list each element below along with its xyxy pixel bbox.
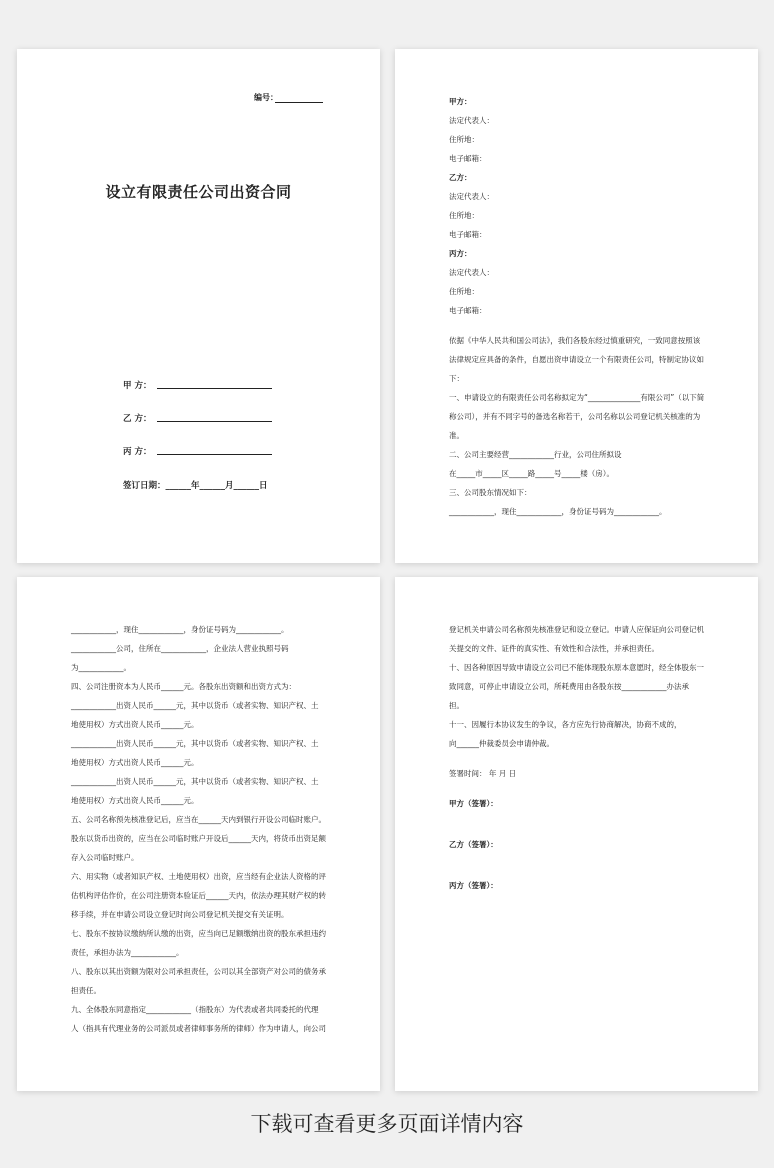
text-line: 二、公司主要经营____________行业，公司住所拟设 [449, 450, 622, 459]
text-line: 一、申请设立的有限责任公司名称拟定为“______________有限公司”（以下简 [449, 393, 705, 402]
text-line: 为____________。 [71, 663, 131, 672]
text-line: 登记机关申请公司名称预先核准登记和设立登记。申请人应保证向公司登记机 [449, 625, 704, 634]
text-line: ____________出资人民币______元，其中以货币（或者实物、知识产权、土 [71, 739, 319, 748]
party-a-heading: 甲方： [449, 97, 472, 106]
download-caption: 下载可查看更多页面详情内容 [250, 1112, 524, 1136]
text-line: 住所地： [449, 135, 479, 144]
text-line: 住所地： [449, 287, 479, 296]
text-line: 八、股东以其出资额为限对公司承担责任，公司以其全部资产对公司的债务承 [71, 967, 326, 976]
text-line: 十、因各种原因导致申请设立公司已不能体现股东原本意愿时，经全体股东一 [449, 663, 704, 672]
party-a-blank [157, 388, 272, 389]
contract-number-blank [275, 102, 323, 103]
text-line: ____________出资人民币______元，其中以货币（或者实物、知识产权、土 [71, 701, 319, 710]
text-line: 准。 [449, 431, 464, 440]
text-line: 五、公司名称预先核准登记后，应当在______天内到银行开设公司临时账户。 [71, 815, 326, 824]
party-b-blank [157, 421, 272, 422]
text-line: 股东以货币出资的，应当在公司临时账户开设后______天内，将货币出资足额 [71, 834, 326, 843]
text-line: ____________公司，住所在____________，企业法人营业执照号码 [71, 644, 289, 653]
text-line: ____________，现住____________，身份证号码为____________。 [71, 625, 289, 634]
text-line: 担责任。 [71, 986, 101, 995]
text-line: 称公司），并有不同字号的备选名称若干，公司名称以公司登记机关核准的为 [449, 412, 701, 421]
text-line: ____________出资人民币______元，其中以货币（或者实物、知识产权、土 [71, 777, 319, 786]
text-line: 地使用权）方式出资人民币______元。 [71, 796, 199, 805]
contract-page-2 [395, 49, 758, 563]
text-line: 依据《中华人民共和国公司法》，我们各股东经过慎重研究，一致同意按照该 [449, 336, 701, 345]
party-b-label: 乙 方： [123, 414, 152, 424]
text-line: 担。 [449, 701, 464, 710]
text-line: 法定代表人： [449, 268, 494, 277]
text-line: 存入公司临时账户。 [71, 853, 139, 862]
text-line: 九、全体股东同意指定____________（指股东）为代表或者共同委托的代理 [71, 1005, 319, 1014]
text-line: 法定代表人： [449, 116, 494, 125]
text-line: 致同意，可停止申请设立公司，所耗费用由各股东按____________办法承 [449, 682, 689, 691]
party-c-label: 丙 方： [123, 447, 152, 457]
text-line: 责任，承担办法为____________。 [71, 948, 184, 957]
text-line: 地使用权）方式出资人民币______元。 [71, 720, 199, 729]
text-line: 四、公司注册资本为人民币______元。各股东出资额和出资方式为： [71, 682, 296, 691]
contract-page-4 [395, 577, 758, 1091]
text-line: 向______仲裁委员会申请仲裁。 [449, 739, 554, 748]
text-line: 电子邮箱： [449, 154, 487, 163]
text-line: 三、公司股东情况如下： [449, 488, 532, 497]
party-c-heading: 丙方： [449, 249, 472, 258]
text-line: 人（指具有代理业务的公司派员或者律师事务所的律师）作为申请人，向公司 [71, 1024, 326, 1033]
party-c-signature: 丙方（签署）： [449, 881, 498, 890]
text-line: 在_____市_____区_____路_____号_____楼（房）。 [449, 469, 614, 478]
text-line: 下： [449, 374, 464, 383]
text-line: 六、用实物（或者知识产权、土地使用权）出资，应当经有企业法人资格的评 [71, 872, 326, 881]
text-line: 关提交的文件、证件的真实性、有效性和合法性，并承担责任。 [449, 644, 659, 653]
signing-time: 签署时间： 年 月 日 [449, 769, 517, 778]
text-line: 电子邮箱： [449, 230, 487, 239]
party-b-heading: 乙方： [449, 173, 472, 182]
text-line: 估机构评估作价，在公司注册资本验证后______天内，依法办理其财产权的转 [71, 891, 326, 900]
text-line: 法定代表人： [449, 192, 494, 201]
party-a-signature: 甲方（签署）： [449, 799, 498, 808]
text-line: ____________，现住____________，身份证号码为____________。 [449, 507, 667, 516]
party-b-signature: 乙方（签署）： [449, 840, 498, 849]
cover-page [17, 49, 380, 563]
party-a-label: 甲 方： [123, 381, 152, 391]
text-line: 七、股东不按协议缴纳所认缴的出资，应当向已足额缴纳出资的股东承担违约 [71, 929, 326, 938]
sign-date: 签订日期：______年______月______日 [123, 481, 268, 491]
text-line: 十一、因履行本协议发生的争议，各方应先行协商解决，协商不成的， [449, 720, 682, 729]
text-line: 电子邮箱： [449, 306, 487, 315]
contract-page-3 [17, 577, 380, 1091]
contract-title: 设立有限责任公司出资合同 [105, 183, 292, 201]
contract-number-label: 编号： [254, 93, 278, 102]
text-line: 法律规定应具备的条件，自愿出资申请设立一个有限责任公司，特制定协议如 [449, 355, 704, 364]
text-line: 移手续，并在申请公司设立登记时向公司登记机关提交有关证明。 [71, 910, 289, 919]
text-line: 地使用权）方式出资人民币______元。 [71, 758, 199, 767]
text-line: 住所地： [449, 211, 479, 220]
party-c-blank [157, 454, 272, 455]
